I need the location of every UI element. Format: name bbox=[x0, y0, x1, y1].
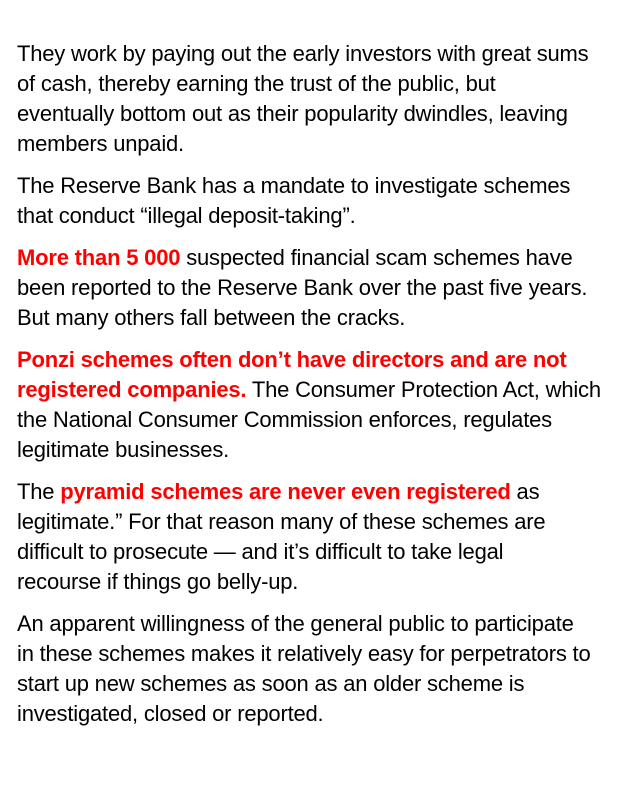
highlighted-text-run: More than 5 000 bbox=[17, 245, 181, 270]
text-line bbox=[17, 243, 618, 273]
text-line bbox=[17, 669, 618, 699]
text-line bbox=[17, 639, 618, 669]
text-line bbox=[17, 567, 618, 597]
text-run: The Consumer Protection Act, which bbox=[246, 377, 601, 402]
paragraph bbox=[17, 39, 618, 159]
text-line bbox=[17, 609, 618, 639]
text-run: members unpaid. bbox=[17, 131, 184, 156]
text-run: been reported to the Reserve Bank over the past five years. bbox=[17, 275, 588, 300]
text-line bbox=[17, 507, 618, 537]
text-run: legitimate.” For that reason many of these schemes are bbox=[17, 509, 546, 534]
text-line bbox=[17, 273, 618, 303]
paragraph bbox=[17, 345, 618, 465]
text-run: suspected financial scam schemes have bbox=[180, 245, 573, 270]
paragraph bbox=[17, 477, 618, 597]
text-line bbox=[17, 99, 618, 129]
text-line bbox=[17, 39, 618, 69]
text-line bbox=[17, 171, 618, 201]
text-run: in these schemes makes it relatively easy for perpetrators to bbox=[17, 641, 591, 666]
text-run: the National Consumer Commission enforces, regulates bbox=[17, 407, 552, 432]
highlighted-text-run: Ponzi schemes often don’t have directors and are not bbox=[17, 347, 567, 372]
text-line bbox=[17, 201, 618, 231]
text-run: as bbox=[510, 479, 540, 504]
text-line bbox=[17, 303, 618, 333]
text-run: of cash, thereby earning the trust of the public, but bbox=[17, 71, 496, 96]
paragraph bbox=[17, 171, 618, 231]
highlighted-text-run: pyramid schemes are never even registered bbox=[60, 479, 511, 504]
text-line bbox=[17, 129, 618, 159]
text-run: investigated, closed or reported. bbox=[17, 701, 324, 726]
text-line bbox=[17, 69, 618, 99]
text-line bbox=[17, 699, 618, 729]
document-body bbox=[17, 39, 618, 729]
text-run: that conduct “illegal deposit-taking”. bbox=[17, 203, 356, 228]
text-line bbox=[17, 375, 618, 405]
text-run: But many others fall between the cracks. bbox=[17, 305, 406, 330]
highlighted-text-run: registered companies. bbox=[17, 377, 247, 402]
text-line bbox=[17, 435, 618, 465]
text-run: difficult to prosecute — and it’s difficult to take legal bbox=[17, 539, 504, 564]
paragraph bbox=[17, 609, 618, 729]
text-run: The bbox=[17, 479, 61, 504]
text-line bbox=[17, 345, 618, 375]
paragraph bbox=[17, 243, 618, 333]
text-run: An apparent willingness of the general public to participate bbox=[17, 611, 574, 636]
text-line bbox=[17, 537, 618, 567]
text-run: legitimate businesses. bbox=[17, 437, 230, 462]
text-run: The Reserve Bank has a mandate to investigate schemes bbox=[17, 173, 571, 198]
text-run: recourse if things go belly-up. bbox=[17, 569, 299, 594]
text-line bbox=[17, 405, 618, 435]
text-run: eventually bottom out as their popularity dwindles, leaving bbox=[17, 101, 568, 126]
text-run: They work by paying out the early investors with great sums bbox=[17, 41, 589, 66]
text-line bbox=[17, 477, 618, 507]
text-run: start up new schemes as soon as an older scheme is bbox=[17, 671, 525, 696]
